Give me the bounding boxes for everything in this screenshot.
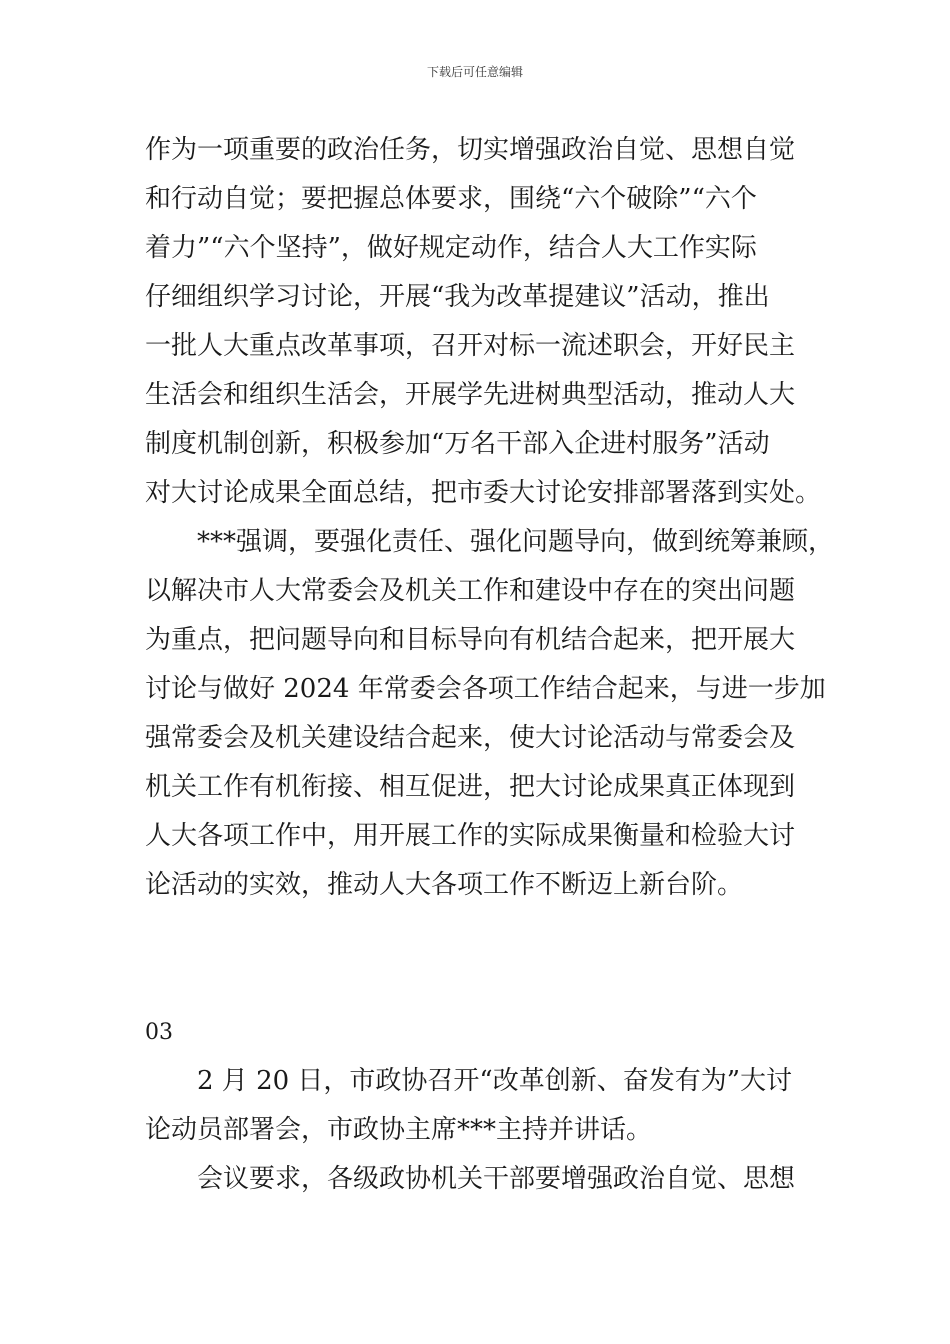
- paragraph-line: 对大讨论成果全面总结，把市委大讨论安排部署落到实处。: [145, 478, 822, 508]
- document-body: [145, 126, 835, 1204]
- paragraph-line: ***强调，要强化责任、强化问题导向，做到统筹兼顾，: [197, 527, 835, 557]
- paragraph-line: 和行动自觉；要把握总体要求，围绕“六个破除”“六个: [145, 184, 757, 214]
- paragraph-line: 仔细组织学习讨论，开展“我为改革提建议”活动，推出: [145, 282, 770, 312]
- paragraph-2: [145, 518, 835, 910]
- paragraph-line: 机关工作有机衔接、相互促进，把大讨论成果真正体现到: [145, 772, 796, 802]
- paragraph-1: [145, 126, 822, 518]
- paragraph-line: 制度机制创新，积极参加“万名干部入企进村服务”活动: [145, 429, 770, 459]
- paragraph-line: 论动员部署会，市政协主席***主持并讲话。: [145, 1115, 653, 1145]
- paragraph-line: 人大各项工作中，用开展工作的实际成果衡量和检验大讨: [145, 821, 796, 851]
- paragraph-line: 讨论与做好 2024 年常委会各项工作结合起来，与进一步加: [145, 674, 826, 704]
- paragraph-4: [145, 1155, 810, 1204]
- paragraph-line: 为重点，把问题导向和目标导向有机结合起来，把开展大: [145, 625, 796, 655]
- section-number: 03: [145, 1020, 173, 1045]
- page-header: 下载后可任意编辑: [426, 65, 523, 79]
- paragraph-line: 2 月 20 日，市政协召开“改革创新、奋发有为”大讨: [197, 1066, 793, 1096]
- paragraph-3: [145, 1057, 810, 1155]
- paragraph-line: 着力”“六个坚持”，做好规定动作，结合人大工作实际: [145, 233, 757, 263]
- paragraph-line: 强常委会及机关建设结合起来，使大讨论活动与常委会及: [145, 723, 796, 753]
- paragraph-line: 会议要求，各级政协机关干部要增强政治自觉、思想: [197, 1164, 796, 1194]
- paragraph-line: 生活会和组织生活会，开展学先进树典型活动，推动人大: [145, 380, 796, 410]
- paragraph-line: 以解决市人大常委会及机关工作和建设中存在的突出问题: [145, 576, 796, 606]
- paragraph-line: 一批人大重点改革事项，召开对标一流述职会，开好民主: [145, 331, 796, 361]
- section-spacer: [145, 910, 810, 1008]
- paragraph-line: 论活动的实效，推动人大各项工作不断迈上新台阶。: [145, 870, 744, 900]
- paragraph-line: 作为一项重要的政治任务，切实增强政治自觉、思想自觉: [145, 135, 796, 165]
